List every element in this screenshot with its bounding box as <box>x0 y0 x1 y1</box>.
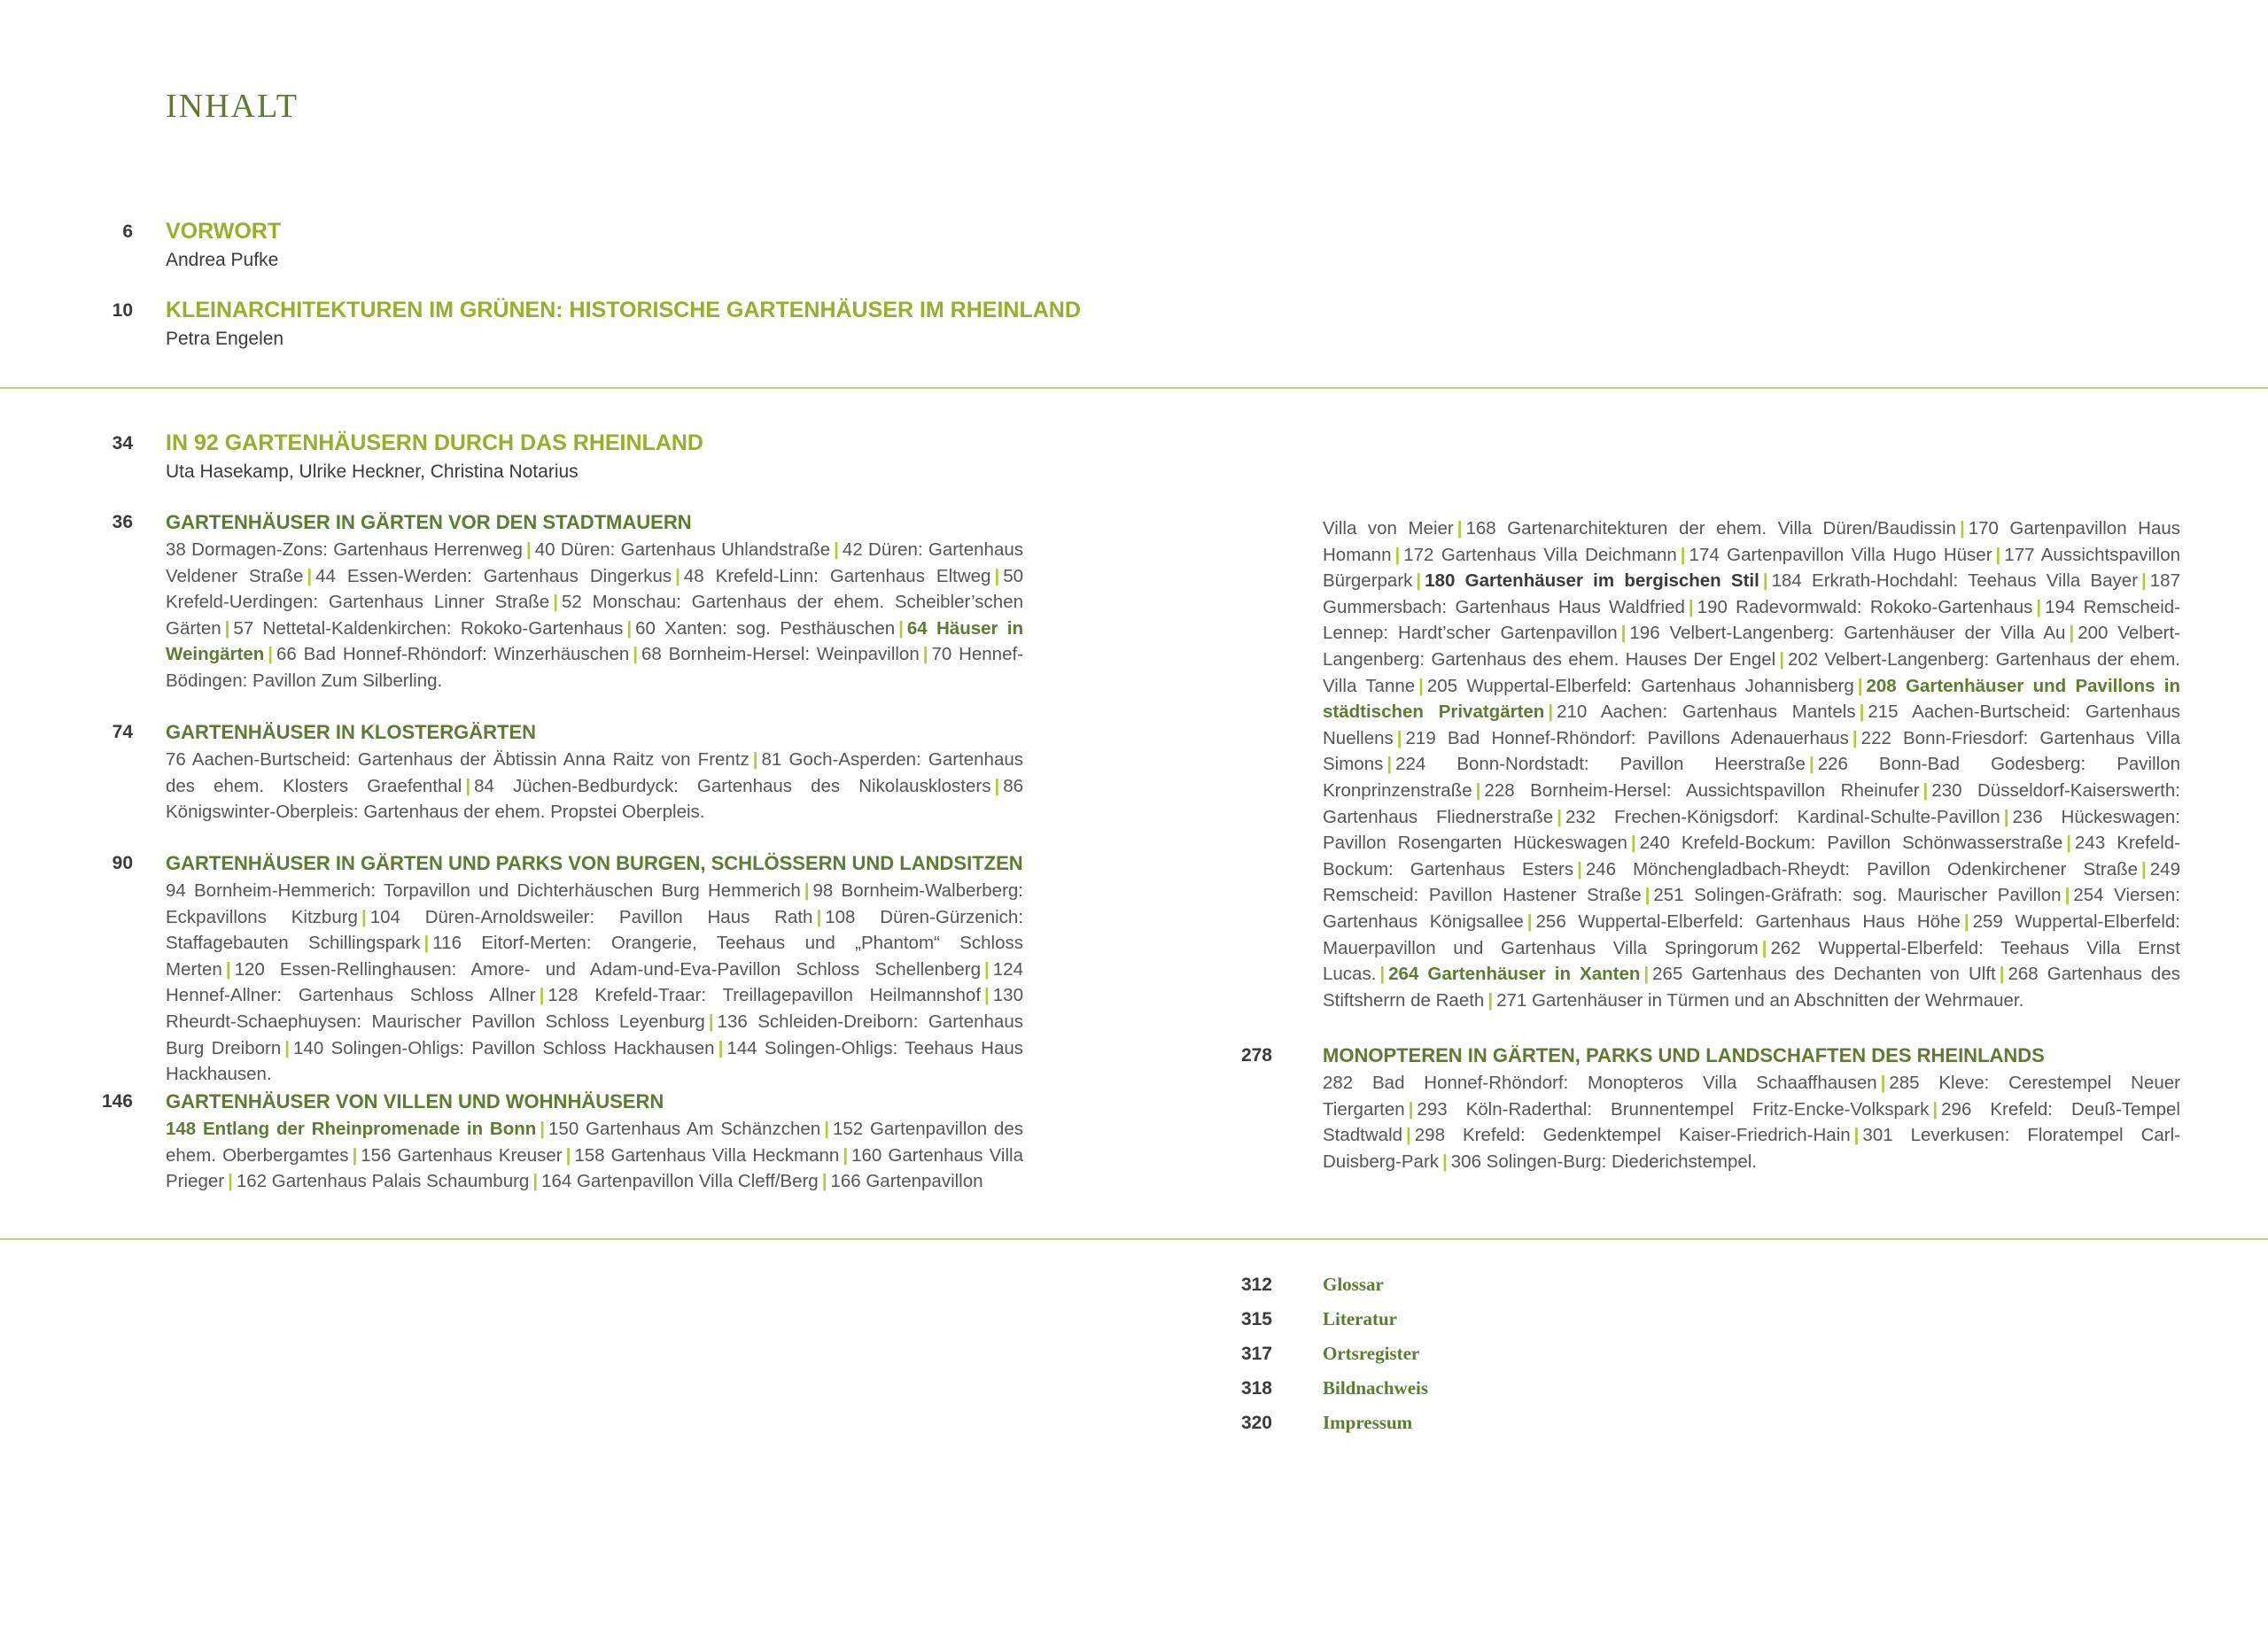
toc-item: 124 Hennef-Allner: Gartenhaus Schloss Allner <box>166 958 1023 1006</box>
toc-item: 262 Wuppertal-Elberfeld: Teehaus Villa Ernst Lucas. <box>1323 937 2180 985</box>
page-number: 34 <box>112 433 133 453</box>
item-separator: | <box>824 1119 829 1139</box>
item-separator: | <box>994 565 1000 586</box>
item-separator: | <box>1852 727 1858 748</box>
page-number: 318 <box>1240 1378 1272 1399</box>
page-number: 278 <box>1240 1045 1272 1066</box>
item-separator: | <box>834 539 839 560</box>
item-separator: | <box>1620 623 1627 644</box>
toc-item: 60 Xanten: sog. Pesthäuschen <box>635 617 896 639</box>
item-separator: | <box>1680 544 1686 565</box>
toc-item: 177 Aussichtspavillon Bürgerpark <box>1323 544 2180 592</box>
toc-item: 174 Gartenpavillon Villa Hugo Hüser <box>1689 544 1992 565</box>
toc-item: 271 Gartenhäuser in Türmen und an Abschnitten der Wehrmauer. <box>1496 989 2024 1011</box>
item-separator: | <box>352 1144 358 1166</box>
toc-item: 268 Gartenhaus des Stiftsherrn de Raeth <box>1323 964 2180 1011</box>
item-separator: | <box>1526 911 1533 932</box>
chapter-items <box>166 878 1023 1088</box>
item-separator: | <box>2069 623 2075 644</box>
toc-item: 190 Radevormwald: Rokoko-Gartenhaus <box>1697 596 2033 617</box>
toc-item: 144 Solingen-Ohligs: Teehaus Haus Hackhausen. <box>166 1037 1024 1085</box>
item-separator: | <box>1779 648 1784 670</box>
item-separator: | <box>843 1144 849 1166</box>
item-separator: | <box>1859 701 1865 723</box>
item-separator: | <box>284 1037 291 1058</box>
toc-item: 86 Königswinter-Oberpleis: Gartenhaus der ehem. Propstei Oberpleis. <box>166 775 1024 823</box>
item-separator: | <box>565 1144 571 1166</box>
item-separator: | <box>423 933 430 954</box>
toc-item: 232 Frechen-Königsdorf: Kardinal-Schulte-Pavillon <box>1565 806 2000 827</box>
chapter-items <box>166 747 1023 825</box>
item-separator: | <box>532 1171 539 1192</box>
chapter-heading: GARTENHÄUSER IN KLOSTERGÄRTEN <box>166 721 537 743</box>
item-separator: | <box>1922 779 1929 801</box>
toc-item: 226 Bonn-Bad Godesberg: Pavillon Kronprinzenstraße <box>1323 754 2181 801</box>
item-separator: | <box>1808 754 1814 775</box>
item-separator: | <box>1386 754 1393 775</box>
appendix-label: Ortsregister <box>1323 1343 1420 1364</box>
toc-item: 184 Erkrath-Hochdahl: Teehaus Villa Bayer <box>1771 570 2139 592</box>
item-separator: | <box>465 775 471 796</box>
item-separator: | <box>1548 701 1554 723</box>
chapter-items <box>166 537 1023 694</box>
toc-item: 158 Gartenhaus Villa Heckmann <box>574 1144 840 1166</box>
page-number: 320 <box>1240 1413 1272 1433</box>
toc-item: 205 Wuppertal-Elberfeld: Gartenhaus Johannisberg <box>1426 675 1854 696</box>
toc-item: 298 Krefeld: Gedenktempel Kaiser-Friedrich-Hain <box>1414 1125 1851 1146</box>
toc-item: 306 Solingen-Burg: Diederichstempel. <box>1450 1151 1758 1172</box>
toc-item: 282 Bad Honnef-Rhöndorf: Monopteros Villa Schaaffhausen <box>1323 1073 1877 1093</box>
toc-item: 251 Solingen-Gräfrath: sog. Maurischer Pavillon <box>1653 885 2062 906</box>
item-separator: | <box>984 958 990 980</box>
chapter-items-continued <box>1323 515 2180 1013</box>
item-separator: | <box>1379 964 1386 985</box>
item-separator: | <box>821 1171 827 1192</box>
chapter-heading: GARTENHÄUSER VON VILLEN UND WOHNHÄUSERN <box>166 1090 664 1112</box>
toc-item: 166 Gartenpavillon <box>830 1171 983 1192</box>
item-separator: | <box>922 644 928 665</box>
toc-item: 240 Krefeld-Bockum: Pavillon Schönwasserstraße <box>1639 833 2063 854</box>
toc-item: 44 Essen-Werden: Gartenhaus Dingerkus <box>315 565 672 586</box>
toc-item: 187 Gummersbach: Gartenhaus Haus Waldfried <box>1323 570 2180 617</box>
item-separator: | <box>2003 806 2009 827</box>
toc-item: 215 Aachen-Burtscheid: Gartenhaus Nuellens <box>1323 701 2180 748</box>
page-number: 317 <box>1240 1344 1272 1364</box>
item-separator: | <box>228 1171 233 1192</box>
toc-item: 219 Bad Honnef-Rhöndorf: Pavillons Adenauerhaus <box>1405 727 1849 748</box>
toc-item: 200 Velbert-Langenberg: Gartenhaus des ehem. Hauses Der Engel <box>1323 623 2180 670</box>
item-separator: | <box>1442 1151 1448 1172</box>
toc-item: 50 Krefeld-Uerdingen: Gartenhaus Linner Straße <box>166 565 1023 613</box>
toc-item: 170 Gartenpavillon Haus Homann <box>1323 518 2181 565</box>
toc-item: 172 Gartenhaus Villa Deichmann <box>1403 544 1677 565</box>
item-separator: | <box>1475 779 1481 801</box>
appendix-label: Impressum <box>1323 1412 1413 1433</box>
toc-item: Villa von Meier <box>1323 518 1454 539</box>
item-separator: | <box>1853 1125 1860 1146</box>
toc-item: 196 Velbert-Langenberg: Gartenhäuser der Villa Au <box>1629 623 2066 644</box>
item-separator: | <box>626 617 633 639</box>
item-separator: | <box>1577 858 1582 880</box>
toc-item: 254 Viersen: Gartenhaus Königsallee <box>1323 885 2180 932</box>
item-separator: | <box>708 1011 714 1032</box>
item-separator: | <box>553 592 558 613</box>
divider <box>0 387 2268 389</box>
section-heading: IN 92 GARTENHÄUSERN DURCH DAS RHEINLAND <box>166 430 703 455</box>
toc-item: 168 Gartenarchitekturen der ehem. Villa Düren/Baudissin <box>1465 518 1956 539</box>
item-separator: | <box>540 1119 546 1139</box>
toc-item: 66 Bad Honnef-Rhöndorf: Winzerhäuschen <box>276 644 630 665</box>
toc-item: 164 Gartenpavillon Villa Cleff/Berg <box>541 1171 819 1192</box>
page-number: 312 <box>1240 1275 1272 1295</box>
toc-item: 210 Aachen: Gartenhaus Mantels <box>1557 701 1856 723</box>
toc-item: 130 Rheurdt-Schaephuysen: Maurischer Pavillon Schloss Leyenburg <box>166 985 1023 1032</box>
page-number: 10 <box>112 300 133 321</box>
item-separator: | <box>1396 727 1402 748</box>
toc-item: 256 Wuppertal-Elberfeld: Gartenhaus Haus Höhe <box>1535 911 1961 932</box>
item-separator: | <box>633 644 639 665</box>
toc-item: 236 Hückeswagen: Pavillon Rosengarten Hückeswagen <box>1323 806 2180 854</box>
page-title: INHALT <box>166 88 299 125</box>
item-separator: | <box>1644 885 1651 906</box>
item-separator: | <box>268 644 273 665</box>
toc-item: 52 Monschau: Gartenhaus der ehem. Scheibler’schen Gärten <box>166 592 1023 639</box>
toc-item: 243 Krefeld-Bockum: Gartenhaus Esters <box>1323 833 2180 880</box>
toc-item: 264 Gartenhäuser in Xanten <box>1388 964 1641 985</box>
toc-item: 194 Remscheid-Lennep: Hardt’scher Gartenpavillon <box>1323 596 2180 644</box>
toc-item: 208 Gartenhäuser und Pavillons in städtischen Privatgärten <box>1323 675 2180 723</box>
toc-item: 180 Gartenhäuser im bergischen Stil <box>1425 570 1759 592</box>
toc-item: 230 Düsseldorf-Kaiserswerth: Gartenhaus Fliednerstraße <box>1323 779 2180 827</box>
page-number: 146 <box>101 1091 133 1112</box>
item-separator: | <box>1643 964 1650 985</box>
item-separator: | <box>898 617 904 639</box>
page-number: 36 <box>112 512 133 532</box>
chapter-heading: MONOPTEREN IN GÄRTEN, PARKS UND LANDSCHAFTEN DES RHEINLANDS <box>1323 1044 2045 1066</box>
item-separator: | <box>1995 544 2001 565</box>
appendix-label: Bildnachweis <box>1323 1377 1429 1399</box>
toc-item: 104 Düren-Arnoldsweiler: Pavillon Haus Rath <box>369 906 813 927</box>
item-separator: | <box>1418 675 1424 696</box>
page-number: 315 <box>1240 1309 1272 1329</box>
toc-item: 70 Hennef-Bödingen: Pavillon Zum Silberling. <box>166 644 1023 691</box>
toc-item: 140 Solingen-Ohligs: Pavillon Schloss Hackhausen <box>293 1037 715 1058</box>
toc-item: 265 Gartenhaus des Dechanten von Ulft <box>1652 964 1996 985</box>
item-separator: | <box>361 906 367 927</box>
toc-item: 150 Gartenhaus Am Schänzchen <box>548 1119 821 1139</box>
item-separator: | <box>539 985 545 1006</box>
item-separator: | <box>225 958 231 980</box>
item-separator: | <box>804 880 810 901</box>
item-separator: | <box>2141 570 2147 592</box>
author: Petra Engelen <box>166 329 284 349</box>
item-separator: | <box>1963 911 1969 932</box>
item-separator: | <box>752 749 758 770</box>
author: Uta Hasekamp, Ulrike Heckner, Christina Notarius <box>166 461 579 482</box>
toc-item: 246 Mönchengladbach-Rheydt: Pavillon Odenkirchener Straße <box>1585 858 2139 880</box>
item-separator: | <box>1557 806 1562 827</box>
toc-item: 98 Bornheim-Walberberg: Eckpavillons Kitzburg <box>166 880 1023 927</box>
toc-item: 162 Gartenhaus Palais Schaumburg <box>236 1171 530 1192</box>
toc-item: 76 Aachen-Burtscheid: Gartenhaus der Äbtissin Anna Raitz von Frentz <box>166 749 750 770</box>
chapter-items <box>1323 1070 2180 1174</box>
toc-item: 120 Essen-Rellinghausen: Amore- und Adam-und-Eva-Pavillon Schloss Schellenberg <box>234 958 982 980</box>
toc-item: 222 Bonn-Friesdorf: Gartenhaus Villa Simons <box>1323 727 2180 775</box>
item-separator: | <box>224 617 230 639</box>
item-separator: | <box>307 565 313 586</box>
appendix-label: Literatur <box>1323 1308 1397 1329</box>
item-separator: | <box>1761 937 1767 958</box>
section-heading: VORWORT <box>166 219 282 244</box>
toc-item: 259 Wuppertal-Elberfeld: Mauerpavillon und Gartenhaus Villa Springorum <box>1323 911 2180 958</box>
divider <box>0 1238 2268 1240</box>
item-separator: | <box>718 1037 724 1058</box>
item-separator: | <box>1406 1125 1411 1146</box>
toc-item: 116 Eitorf-Merten: Orangerie, Teehaus und „Phantom“ Schloss Merten <box>166 933 1024 980</box>
item-separator: | <box>2036 596 2042 617</box>
appendix-label: Glossar <box>1323 1274 1384 1295</box>
toc-item: 38 Dormagen-Zons: Gartenhaus Herrenweg <box>166 539 523 560</box>
item-separator: | <box>1416 570 1422 592</box>
item-separator: | <box>1762 570 1768 592</box>
toc-item: 152 Gartenpavillon des ehem. Oberbergamtes <box>166 1119 1023 1166</box>
toc-item: 301 Leverkusen: Floratempel Carl-Duisberg-Park <box>1323 1125 2180 1172</box>
toc-item: 68 Bornheim-Hersel: Weinpavillon <box>641 644 920 665</box>
page-number: 90 <box>112 853 133 873</box>
author: Andrea Pufke <box>166 250 279 270</box>
toc-item: 81 Goch-Asperden: Gartenhaus des ehem. Klosters Graefenthal <box>166 749 1023 796</box>
toc-item: 48 Krefeld-Linn: Gartenhaus Eltweg <box>683 565 991 586</box>
toc-item: 108 Düren-Gürzenich: Staffagebauten Schillingspark <box>166 906 1024 954</box>
chapter-heading: GARTENHÄUSER IN GÄRTEN VOR DEN STADTMAUERN <box>166 511 692 533</box>
item-separator: | <box>1394 544 1401 565</box>
toc-item: 285 Kleve: Cerestempel Neuer Tiergarten <box>1323 1073 2180 1120</box>
item-separator: | <box>1880 1073 1886 1093</box>
toc-item: 249 Remscheid: Pavillon Hastener Straße <box>1323 858 2180 906</box>
toc-item: 148 Entlang der Rheinpromenade in Bonn <box>166 1119 537 1139</box>
item-separator: | <box>984 985 990 1006</box>
toc-item: 40 Düren: Gartenhaus Uhlandstraße <box>534 539 831 560</box>
toc-item: 57 Nettetal-Kaldenkirchen: Rokoko-Gartenhaus <box>233 617 624 639</box>
page-number: 74 <box>112 722 133 742</box>
item-separator: | <box>525 539 532 560</box>
item-separator: | <box>2141 858 2147 880</box>
item-separator: | <box>994 775 1000 796</box>
item-separator: | <box>1688 596 1694 617</box>
page-number: 6 <box>122 221 133 242</box>
item-separator: | <box>1857 675 1863 696</box>
toc-item: 156 Gartenhaus Kreuser <box>361 1144 563 1166</box>
toc-item: 136 Schleiden-Dreiborn: Gartenhaus Burg Dreiborn <box>166 1011 1023 1058</box>
toc-item: 228 Bornheim-Hersel: Aussichtspavillon Rheinufer <box>1484 779 1920 801</box>
toc-item: 224 Bonn-Nordstadt: Pavillon Heerstraße <box>1395 754 1806 775</box>
toc-item: 94 Bornheim-Hemmerich: Torpavillon und Dichterhäuschen Burg Hemmerich <box>166 880 801 901</box>
item-separator: | <box>1456 518 1463 539</box>
toc-item: 64 Häuser in Weingärten <box>166 617 1024 665</box>
toc-item: 160 Gartenhaus Villa Prieger <box>166 1144 1023 1192</box>
item-separator: | <box>816 906 822 927</box>
toc-item: 293 Köln-Raderthal: Brunnentempel Fritz-Encke-Volkspark <box>1417 1098 1930 1120</box>
toc-item: 202 Velbert-Langenberg: Gartenhaus der ehem. Villa Tanne <box>1323 648 2180 696</box>
toc-item: 84 Jüchen-Bedburdyck: Gartenhaus des Nikolausklosters <box>474 775 991 796</box>
item-separator: | <box>1408 1098 1414 1120</box>
chapter-heading: GARTENHÄUSER IN GÄRTEN UND PARKS VON BURGEN, SCHLÖSSERN UND LANDSITZEN <box>166 852 1023 874</box>
item-separator: | <box>2066 833 2072 854</box>
item-separator: | <box>675 565 680 586</box>
item-separator: | <box>1487 989 1494 1011</box>
toc-item: 128 Krefeld-Traar: Treillagepavillon Heilmannshof <box>548 985 982 1006</box>
item-separator: | <box>2064 885 2070 906</box>
toc-item: 42 Düren: Gartenhaus Veldener Straße <box>166 539 1024 586</box>
item-separator: | <box>1959 518 1965 539</box>
section-heading: KLEINARCHITEKTUREN IM GRÜNEN: HISTORISCHE GARTENHÄUSER IM RHEINLAND <box>166 298 1081 322</box>
item-separator: | <box>1999 964 2005 985</box>
item-separator: | <box>1630 833 1636 854</box>
chapter-items <box>166 1116 1023 1195</box>
toc-item: 296 Krefeld: Deuß-Tempel Stadtwald <box>1323 1098 2180 1146</box>
item-separator: | <box>1932 1098 1938 1120</box>
